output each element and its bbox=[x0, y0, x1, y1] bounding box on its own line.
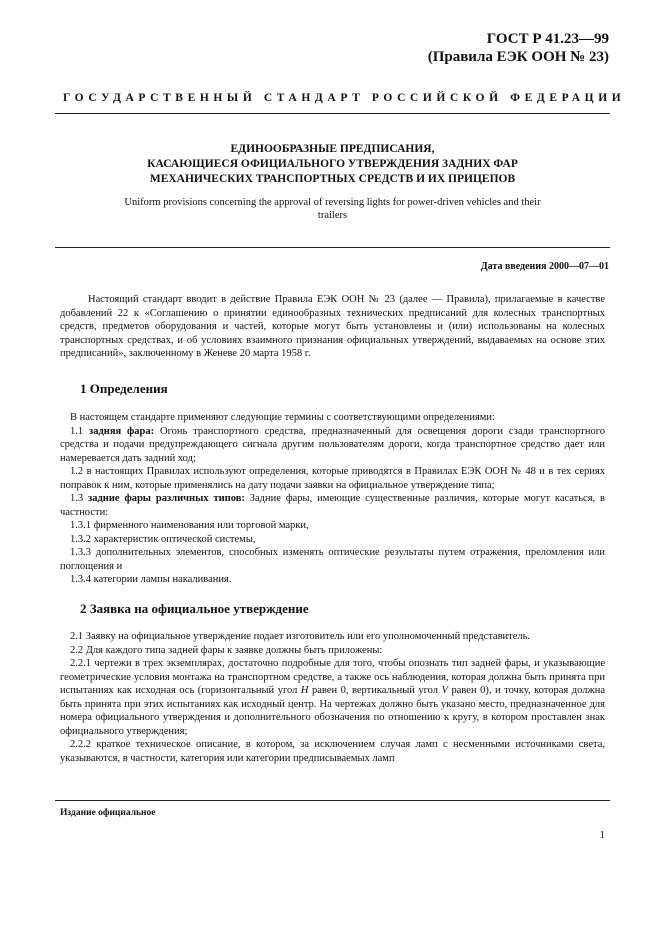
definition-1-3-number: 1.3 bbox=[70, 493, 84, 504]
page-number: 1 bbox=[599, 829, 605, 841]
title-divider bbox=[55, 247, 610, 248]
angle-h-symbol: H bbox=[300, 685, 309, 696]
item-2-2-2: 2.2.2 краткое техническое описание, в котором, за исключением случая ламп с несменными источниками света, указываются, в частности, категория или категории предписываемых ламп bbox=[60, 739, 605, 764]
section-1-body bbox=[60, 411, 605, 587]
item-1-3-3: 1.3.3 дополнительных элементов, способных изменять оптические результаты путем отражения, преломления или поглощения и bbox=[60, 547, 605, 572]
item-1-3-4: 1.3.4 категории лампы накаливания. bbox=[70, 574, 232, 585]
item-2-2-1-text-c: равен 0), и точку, которая должна быть принята при этих испытаниях как исходный центр. На чертежах должно быть указано место, предназначенное для номера официального утверждения и дополнительного обозначения по отношению к кругу, в котором проставлен знак официального утверждения; bbox=[60, 685, 605, 737]
intro-paragraph: Настоящий стандарт вводит в действие Правила ЕЭК ООН № 23 (далее — Правила), прилагаемые в качестве добавлений 22 к «Соглашению о принятии единообразных технических предписаний для колесных транспортных средств, предметов оборудования и частей, которые могут быть установлены и (или) использованы на колесных транспортных средствах, и об условиях взаимного признания официальных утверждений, выдаваемых на основе этих предписаний», заключенному в Женеве 20 марта 1958 г. bbox=[60, 294, 605, 359]
effective-date: Дата введения 2000—07—01 bbox=[480, 261, 609, 272]
section-2-body bbox=[60, 630, 605, 765]
angle-v-symbol: V bbox=[441, 685, 448, 696]
definition-1-1-number: 1.1 bbox=[70, 425, 84, 437]
item-2-1: 2.1 Заявку на официальное утверждение подает изготовитель или его уполномоченный представитель. bbox=[70, 631, 531, 642]
section-1-lead: В настоящем стандарте применяют следующие термины с соответствующими определениями: bbox=[70, 412, 495, 423]
item-2-2-1-text-b: равен 0, вертикальный угол bbox=[308, 685, 442, 696]
gost-number: ГОСТ Р 41.23—99 bbox=[486, 31, 609, 47]
english-title: Uniform provisions concerning the approval of reversing lights for power-driven vehicles and their trailers bbox=[124, 197, 541, 221]
definition-1-2: 1.2 в настоящих Правилах используют определения, которые приводятся в Правилах ЕЭК ООН № 48 и в тех сериях поправок к ним, которые применялись на дату подачи заявки на официальное утверждение типа; bbox=[60, 466, 605, 491]
official-edition-label: Издание официальное bbox=[60, 808, 156, 818]
section-2-heading: 2 Заявка на официальное утверждение bbox=[80, 601, 309, 616]
title-line-3: МЕХАНИЧЕСКИХ ТРАНСПОРТНЫХ СРЕДСТВ И ИХ ПРИЦЕПОВ bbox=[149, 173, 516, 185]
definition-1-1 bbox=[60, 425, 605, 466]
item-1-3-2: 1.3.2 характеристик оптической системы, bbox=[70, 533, 256, 545]
item-2-2-1 bbox=[60, 657, 605, 738]
document-title bbox=[60, 142, 605, 187]
term-light-types: задние фары различных типов: bbox=[88, 493, 245, 504]
item-1-3-1: 1.3.1 фирменного наименования или торговой марки, bbox=[70, 520, 309, 531]
state-standard-banner: ГОСУДАРСТВЕННЫЙ СТАНДАРТ РОССИЙСКОЙ ФЕДЕРАЦИИ bbox=[63, 92, 626, 104]
item-2-2: 2.2 Для каждого типа задней фары к заявке должны быть приложены: bbox=[70, 644, 383, 656]
intro-block bbox=[60, 293, 605, 361]
gost-header bbox=[428, 30, 609, 66]
definition-1-1-text: Огонь транспортного средства, предназначенный для освещения дороги сзади транспортного средства и подачи предупреждающего сигнала другим пользователям дороги, когда транспортное средство дает или намеревается дать задний ход; bbox=[60, 425, 606, 464]
title-line-2: КАСАЮЩИЕСЯ ОФИЦИАЛЬНОГО УТВЕРЖДЕНИЯ ЗАДНИХ ФАР bbox=[147, 158, 518, 170]
section-1-heading: 1 Определения bbox=[80, 381, 168, 396]
term-reversing-light: задняя фара: bbox=[88, 425, 155, 437]
title-line-1: ЕДИНООБРАЗНЫЕ ПРЕДПИСАНИЯ, bbox=[230, 143, 435, 155]
footer-divider bbox=[55, 800, 610, 801]
item-2-2-1-text-a: 2.2.1 чертежи в трех экземплярах, достаточно подробные для того, чтобы опознать тип задней фары, и указывающие геометрические условия монтажа на транспортном средстве, а также ось наблюдения, которая должна быть принята при испытаниях как исходная ось (горизонтальный угол bbox=[60, 658, 605, 696]
definition-1-3-text: Задние фары, имеющие существенные различия, которые могут касаться, в частности: bbox=[60, 493, 605, 518]
regulation-number: (Правила ЕЭК ООН № 23) bbox=[427, 49, 609, 65]
header-divider bbox=[55, 113, 610, 114]
definition-1-3 bbox=[60, 492, 605, 519]
